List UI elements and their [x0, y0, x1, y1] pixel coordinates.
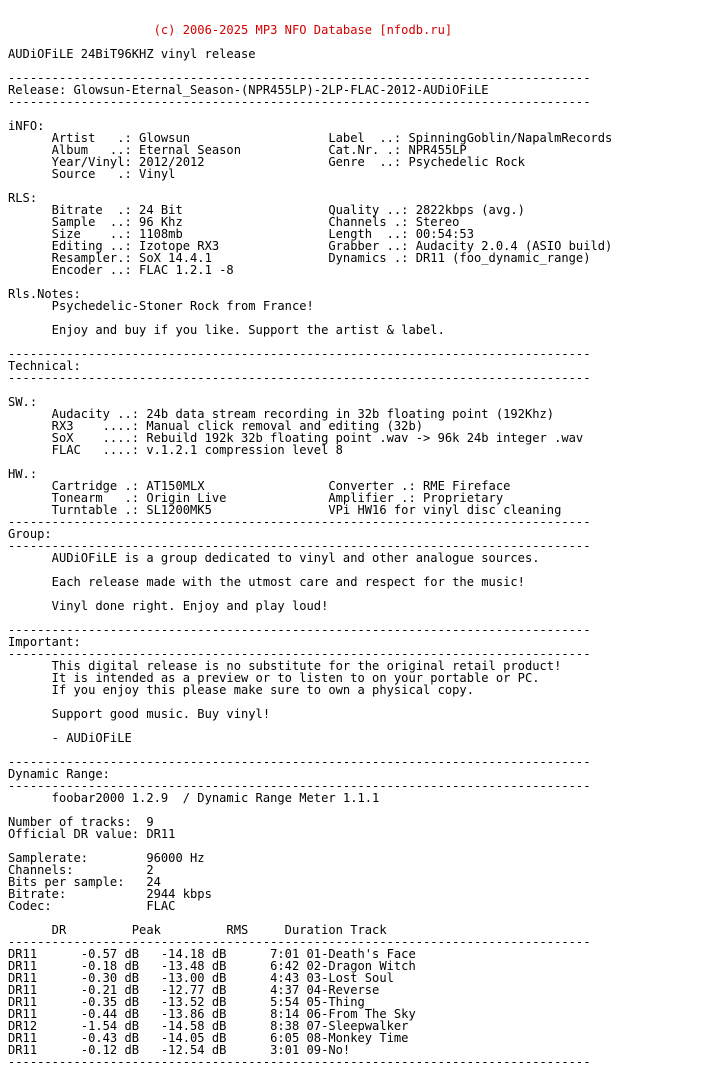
nfo-line: Official DR value: DR11: [8, 827, 176, 841]
nfo-line: Number of tracks: 9: [8, 815, 154, 829]
nfo-line: Sample ..: 96 Khz Channels .: Stereo: [8, 215, 460, 229]
nfo-line: Encoder ..: FLAC 1.2.1 -8: [8, 263, 234, 277]
nfo-line: foobar2000 1.2.9 / Dynamic Range Meter 1.1.1: [8, 791, 380, 805]
nfo-line: Editing ..: Izotope RX3 Grabber ..: Audacity 2.0.4 (ASIO build): [8, 239, 613, 253]
nfo-line: - AUDiOFiLE: [8, 731, 132, 745]
nfo-line: Source .: Vinyl: [8, 167, 176, 181]
nfo-line: DR11 -0.12 dB -12.54 dB 3:01 09-No!: [8, 1043, 351, 1057]
nfo-line: --------------------------------------------------------------------------------: [8, 623, 591, 637]
nfo-line: [8, 180, 612, 192]
nfo-line: --------------------------------------------------------------------------------: [8, 935, 591, 949]
nfo-line: SW.:: [8, 395, 38, 409]
nfo-line: --------------------------------------------------------------------------------: [8, 95, 591, 109]
nfo-line: Cartridge .: AT150MLX Converter .: RME Fireface: [8, 479, 511, 493]
nfo-line: RX3 ....: Manual click removal and editing (32b): [8, 419, 424, 433]
nfo-line: Album ..: Eternal Season Cat.Nr. .: NPR455LP: [8, 143, 467, 157]
nfo-line: DR Peak RMS Duration Track: [8, 923, 387, 937]
nfo-line: DR11 -0.57 dB -14.18 dB 7:01 01-Death's Face: [8, 947, 416, 961]
nfo-line: --------------------------------------------------------------------------------: [8, 1055, 591, 1069]
nfo-line: DR11 -0.18 dB -13.48 dB 6:42 02-Dragon Witch: [8, 959, 416, 973]
nfo-line: Codec: FLAC: [8, 899, 176, 913]
nfo-line: FLAC ....: v.1.2.1 compression level 8: [8, 443, 343, 457]
nfo-line: [8, 384, 612, 396]
nfo-line: --------------------------------------------------------------------------------: [8, 515, 591, 529]
nfo-line: --------------------------------------------------------------------------------: [8, 647, 591, 661]
nfo-line: Bits per sample: 24: [8, 875, 161, 889]
nfo-line: Channels: 2: [8, 863, 154, 877]
nfo-line: --------------------------------------------------------------------------------: [8, 347, 591, 361]
nfo-line: Each release made with the utmost care and respect for the music!: [8, 575, 525, 589]
nfo-line: Resampler.: SoX 14.4.1 Dynamics .: DR11 (foo_dynamic_range): [8, 251, 591, 265]
nfo-line: Rls.Notes:: [8, 287, 81, 301]
nfo-line: --------------------------------------------------------------------------------: [8, 539, 591, 553]
nfo-line: --------------------------------------------------------------------------------: [8, 371, 591, 385]
nfo-line: Size ..: 1108mb Length ..: 00:54:53: [8, 227, 474, 241]
nfo-line: RLS:: [8, 191, 38, 205]
nfo-line: Release: Glowsun-Eternal_Season-(NPR455LP)-2LP-FLAC-2012-AUDiOFiLE: [8, 83, 489, 97]
nfo-line: Artist .: Glowsun Label ..: SpinningGoblin/NapalmRecords: [8, 131, 613, 145]
nfo-line: Important:: [8, 635, 81, 649]
nfo-line: DR11 -0.30 dB -13.00 dB 4:43 03-Lost Soul: [8, 971, 394, 985]
nfo-line: [8, 276, 612, 288]
nfo-line: Dynamic Range:: [8, 767, 110, 781]
nfo-line: It is intended as a preview or to listen to on your portable or PC.: [8, 671, 540, 685]
nfo-document: [8, 0, 612, 1068]
nfo-line: Turntable .: SL1200MK5 VPi HW16 for vinyl disc cleaning: [8, 503, 562, 517]
nfo-line: --------------------------------------------------------------------------------: [8, 755, 591, 769]
nfo-line: Support good music. Buy vinyl!: [8, 707, 271, 721]
copyright-header: (c) 2006-2025 MP3 NFO Database [nfodb.ru]: [8, 23, 453, 37]
nfo-line: Technical:: [8, 359, 81, 373]
nfo-line: Psychedelic-Stoner Rock from France!: [8, 299, 314, 313]
nfo-line: Year/Vinyl: 2012/2012 Genre ..: Psychedelic Rock: [8, 155, 525, 169]
nfo-line: Enjoy and buy if you like. Support the artist & label.: [8, 323, 445, 337]
nfo-line: AUDiOFiLE 24BiT96KHZ vinyl release: [8, 47, 256, 61]
nfo-line: iNFO:: [8, 119, 45, 133]
nfo-line: Bitrate .: 24 Bit Quality ..: 2822kbps (avg.): [8, 203, 525, 217]
nfo-line: --------------------------------------------------------------------------------: [8, 71, 591, 85]
nfo-line: If you enjoy this please make sure to own a physical copy.: [8, 683, 474, 697]
nfo-line: DR11 -0.21 dB -12.77 dB 4:37 04-Reverse: [8, 983, 380, 997]
nfo-line: Vinyl done right. Enjoy and play loud!: [8, 599, 329, 613]
nfo-line: DR11 -0.35 dB -13.52 dB 5:54 05-Thing: [8, 995, 365, 1009]
nfo-line: DR11 -0.44 dB -13.86 dB 8:14 06-From The Sky: [8, 1007, 416, 1021]
nfo-line: SoX ....: Rebuild 192k 32b floating point .wav -> 96k 24b integer .wav: [8, 431, 584, 445]
nfo-line: Audacity ..: 24b data stream recording in 32b floating point (192Khz): [8, 407, 555, 421]
nfo-line: This digital release is no substitute for the original retail product!: [8, 659, 562, 673]
nfo-line: --------------------------------------------------------------------------------: [8, 779, 591, 793]
nfo-line: [8, 108, 612, 120]
nfo-line: DR11 -0.43 dB -14.05 dB 6:05 08-Monkey Time: [8, 1031, 409, 1045]
nfo-line: AUDiOFiLE is a group dedicated to vinyl and other analogue sources.: [8, 551, 540, 565]
nfo-line: DR12 -1.54 dB -14.58 dB 8:38 07-Sleepwalker: [8, 1019, 409, 1033]
nfo-line: Group:: [8, 527, 52, 541]
nfo-line: Samplerate: 96000 Hz: [8, 851, 205, 865]
nfo-line: Tonearm .: Origin Live Amplifier .: Proprietary: [8, 491, 504, 505]
nfo-line: HW.:: [8, 467, 38, 481]
nfo-line: Bitrate: 2944 kbps: [8, 887, 212, 901]
nfo-line: [8, 456, 612, 468]
